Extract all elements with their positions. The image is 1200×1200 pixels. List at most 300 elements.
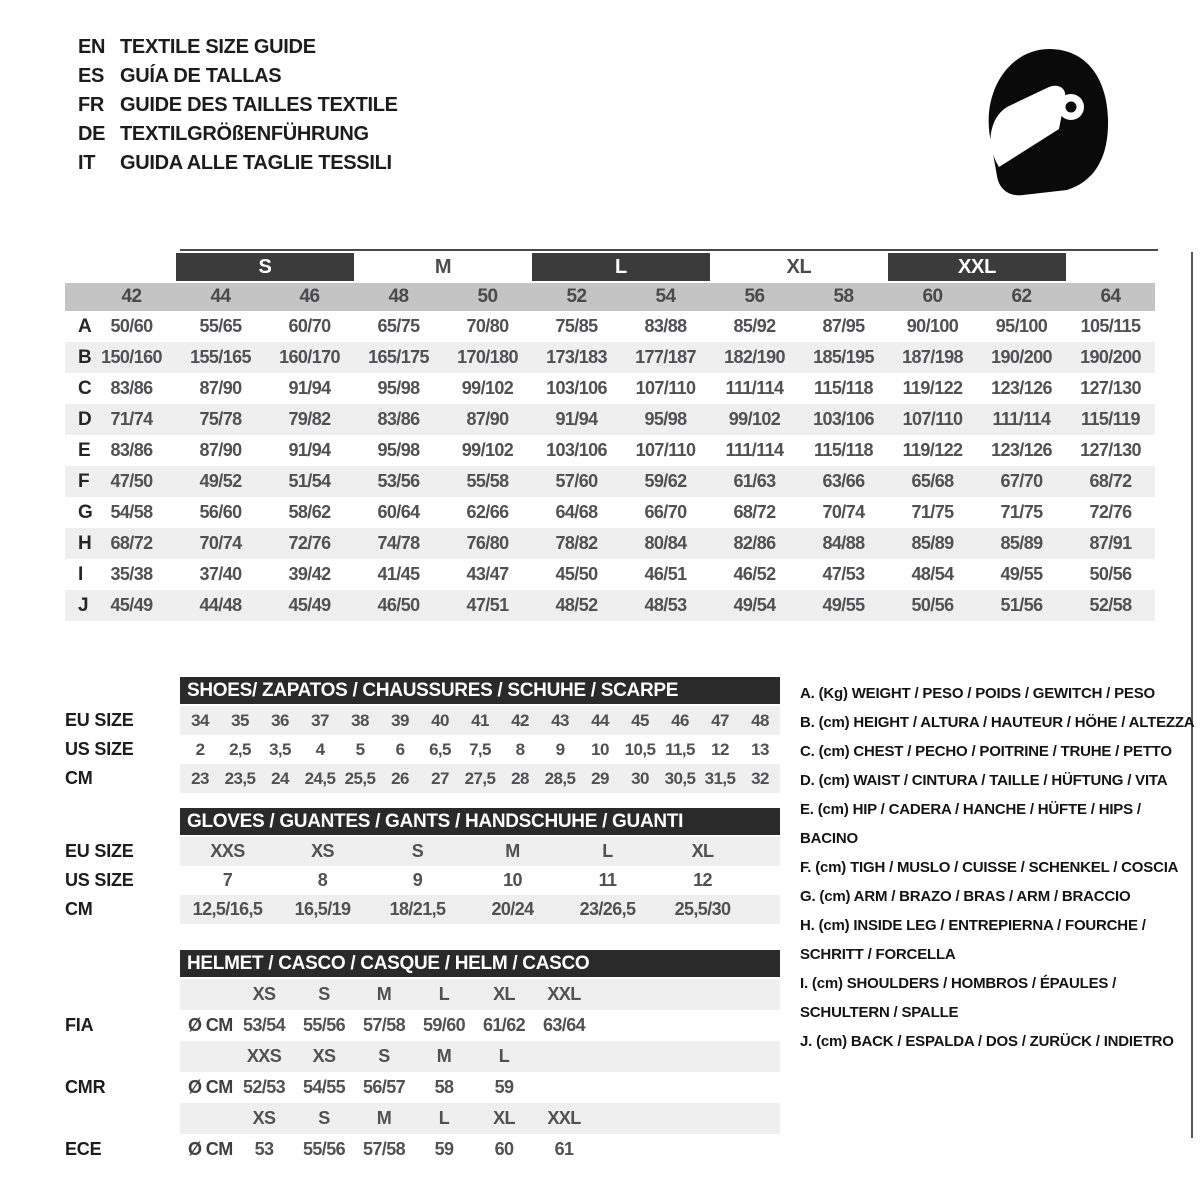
measurement-cell: 83/88 [644, 316, 687, 336]
measurement-row-label: E [78, 439, 91, 461]
language-item [78, 149, 398, 178]
measurement-cell: 47/51 [466, 595, 509, 615]
measurement-cell: 115/118 [814, 440, 873, 460]
measurement-cell: 99/102 [461, 378, 514, 398]
size-column-header: 60 [922, 286, 943, 307]
measurement-cell: 70/74 [199, 533, 242, 553]
helmet-size-cell: 54/55 [302, 1077, 346, 1097]
measurement-cell: 72/76 [1089, 502, 1132, 522]
language-item [78, 62, 398, 91]
measurement-cell: 127/130 [1080, 378, 1141, 398]
size-cell: 30 [631, 768, 649, 788]
measurement-row [65, 342, 1155, 373]
measurement-cell: 47/53 [822, 564, 865, 584]
legend-item: J. (cm) BACK / ESPALDA / DOS / ZURÜCK / INDIETRO [800, 1033, 1174, 1050]
measurement-cell: 123/126 [991, 440, 1052, 460]
measurement-row-label: H [78, 532, 92, 554]
measurement-cell: 103/106 [813, 409, 874, 429]
measurement-cell: 90/100 [906, 316, 959, 336]
measurement-cell: 160/170 [279, 347, 340, 367]
measurement-cell: 70/80 [466, 316, 509, 336]
language-code: FR [78, 94, 105, 116]
shoes_table-row [65, 735, 780, 764]
measurement-cell: 82/86 [733, 533, 776, 553]
measurement-cell: 49/54 [733, 595, 776, 615]
helmet-title: HELMET / CASCO / CASQUE / HELM / CASCO [180, 950, 780, 977]
size-group-xl: XL [786, 255, 812, 278]
measurement-row [65, 373, 1155, 404]
size-cell: 8 [515, 739, 525, 759]
measurement-cell: 67/70 [1000, 471, 1043, 491]
legend-item: D. (cm) WAIST / CINTURA / TAILLE / HÜFTUNG / VITA [800, 772, 1168, 789]
racing-helmet-icon [983, 45, 1111, 197]
size-column-header: 42 [121, 286, 142, 307]
measurement-cell: 111/114 [992, 409, 1051, 429]
helmet-size-cell: 57/58 [362, 1139, 406, 1159]
helmet-size-cell: 59 [494, 1077, 514, 1097]
measurement-cell: 48/53 [644, 595, 687, 615]
row-cells [180, 764, 780, 793]
size-cell: 23,5 [224, 768, 256, 788]
language-code: DE [78, 123, 106, 145]
size-cell: 10,5 [624, 739, 656, 759]
helmet-standard-row [65, 1134, 780, 1165]
measurement-row-label: F [78, 470, 90, 492]
measurement-cell: 115/119 [1081, 409, 1140, 429]
measurement-cell: 79/82 [288, 409, 331, 429]
measurement-cell: 60/70 [288, 316, 331, 336]
measurement-cell: 87/90 [199, 378, 242, 398]
frame-top-rule [180, 249, 1158, 251]
measurement-cell: 70/74 [822, 502, 865, 522]
language-code: IT [78, 152, 96, 174]
measurement-cell: 71/74 [110, 409, 153, 429]
shoes-rows [65, 706, 780, 793]
language-item [78, 33, 398, 62]
helmet-size-label: M [436, 1046, 452, 1066]
measurement-cell: 91/94 [555, 409, 598, 429]
title-bar-spacer [65, 950, 180, 977]
size-cell: 23/26,5 [579, 899, 636, 919]
shoes-section [65, 677, 780, 793]
size-cell: XXS [210, 841, 245, 861]
size-cell: L [602, 841, 613, 861]
measurement-cell: 63/66 [822, 471, 865, 491]
measurement-cell: 95/100 [995, 316, 1048, 336]
measurement-row [65, 404, 1155, 435]
measurement-cell: 68/72 [1089, 471, 1132, 491]
language-list [78, 33, 398, 178]
row-cells [180, 706, 780, 735]
size-cell: 45 [631, 710, 649, 730]
measurement-row-label: G [78, 501, 93, 523]
measurement-cell: 51/54 [288, 471, 331, 491]
helmet-size-label: XXS [246, 1046, 282, 1066]
row-label-spacer [65, 1103, 180, 1134]
measurement-cell: 123/126 [991, 378, 1052, 398]
gloves-title: GLOVES / GUANTES / GANTS / HANDSCHUHE / GUANTI [180, 808, 780, 835]
size-cell: 7,5 [469, 739, 491, 759]
size-cell: 47 [711, 710, 729, 730]
measurement-cell: 68/72 [110, 533, 153, 553]
measurement-cell: 45/50 [555, 564, 598, 584]
measurement-cell: 76/80 [466, 533, 509, 553]
row-label: US SIZE [65, 870, 134, 890]
legend-item: I. (cm) SHOULDERS / HOMBROS / ÉPAULES / SCHULTERN / SPALLE [800, 975, 1117, 1021]
measurement-row [65, 466, 1155, 497]
measurement-cell: 39/42 [288, 564, 331, 584]
measurement-row-label: J [78, 594, 89, 616]
size-cell: 25,5/30 [674, 899, 731, 919]
size-cell: 4 [315, 739, 325, 759]
helmet-size-label: XS [252, 1108, 276, 1128]
size-cell: 11,5 [665, 739, 695, 759]
measurement-cell: 65/75 [377, 316, 420, 336]
row-cells [180, 1103, 780, 1134]
size-cell: 41 [471, 710, 489, 730]
size-cell: 16,5/19 [294, 899, 351, 919]
size-cell: 35 [231, 710, 249, 730]
size-cell: 6,5 [429, 739, 451, 759]
size-column-header-row [65, 283, 1155, 311]
gloves-title-bar [65, 808, 780, 835]
helmet-size-label: XL [493, 984, 515, 1004]
unit-spacer [180, 1041, 234, 1072]
measurement-row-label: B [78, 346, 92, 368]
measurement-cell: 50/56 [1089, 564, 1132, 584]
row-cells [180, 866, 780, 895]
helmet-standard-row [65, 1010, 780, 1041]
helmet-size-label: S [378, 1046, 390, 1066]
legend-item: A. (Kg) WEIGHT / PESO / POIDS / GEWITCH / PESO [800, 685, 1155, 702]
main-size-table [65, 253, 1155, 621]
size-column-header: 58 [833, 286, 854, 307]
size-cell: 13 [751, 739, 769, 759]
row-cells [180, 1134, 780, 1165]
helmet-size-label: S [318, 1108, 330, 1128]
header-spacer [65, 283, 87, 311]
measurement-cell: 119/122 [902, 440, 963, 460]
measurement-cell: 75/85 [555, 316, 598, 336]
gloves_table-row [65, 895, 780, 924]
measurement-cell: 187/198 [902, 347, 963, 367]
measurement-cell: 57/60 [555, 471, 598, 491]
helmet-size-cell: 58 [434, 1077, 454, 1097]
measurement-cell: 91/94 [288, 378, 331, 398]
measurement-cell: 103/106 [546, 440, 607, 460]
language-item [78, 91, 398, 120]
measurement-cell: 74/78 [377, 533, 420, 553]
measurement-cell: 190/200 [1080, 347, 1141, 367]
size-cell: 10 [503, 870, 522, 890]
measurement-cell: 49/55 [1000, 564, 1043, 584]
measurement-row [65, 435, 1155, 466]
helmet-size-header-row [65, 979, 780, 1010]
diameter-unit-label: Ø CM [188, 1077, 233, 1097]
helmet-title-bar [65, 950, 780, 977]
measurement-cell: 119/122 [902, 378, 963, 398]
size-cell: 44 [591, 710, 609, 730]
measurement-cell: 95/98 [377, 378, 420, 398]
size-cell: 31,5 [704, 768, 736, 788]
size-cell: 7 [222, 870, 233, 890]
helmet-size-label: XXL [547, 984, 581, 1004]
size-cell: S [411, 841, 424, 861]
shoes-title-bar [65, 677, 780, 704]
measurement-cell: 95/98 [377, 440, 420, 460]
gloves-rows [65, 837, 780, 924]
measurement-cell: 45/49 [110, 595, 153, 615]
row-cells [180, 837, 780, 866]
size-group-spacer [65, 253, 176, 281]
measurement-cell: 173/183 [546, 347, 607, 367]
measurement-cell: 85/89 [911, 533, 954, 553]
measurement-row [65, 559, 1155, 590]
helmet-size-header-row [65, 1103, 780, 1134]
language-label: GUIDE DES TAILLES TEXTILE [120, 94, 398, 116]
visor-pivot-dot [1066, 102, 1077, 113]
measurement-cell: 177/187 [635, 347, 696, 367]
shoes_table-row [65, 706, 780, 735]
size-group-m: M [434, 255, 452, 278]
language-label: TEXTILGRÖßENFÜHRUNG [120, 123, 369, 145]
measurement-cell: 55/65 [199, 316, 242, 336]
measurement-cell: 84/88 [822, 533, 865, 553]
measurement-row-label: I [78, 563, 84, 585]
measurement-cell: 53/56 [377, 471, 420, 491]
language-item [78, 120, 398, 149]
legend-item: B. (cm) HEIGHT / ALTURA / HAUTEUR / HÖHE / ALTEZZA [800, 714, 1195, 731]
measurement-cell: 45/49 [288, 595, 331, 615]
measurement-cell: 87/90 [466, 409, 509, 429]
gloves_table-row [65, 837, 780, 866]
size-cell: 37 [311, 710, 329, 730]
helmet-size-label: L [498, 1046, 510, 1066]
size-cell: 42 [511, 710, 529, 730]
measurement-cell: 111/114 [725, 378, 784, 398]
helmet-size-cell: 60 [494, 1139, 514, 1159]
measurement-row-label: D [78, 408, 92, 430]
size-cell: 11 [598, 870, 617, 890]
size-group-xxl: XXL [888, 253, 1066, 281]
helmet-size-label: L [438, 1108, 450, 1128]
helmet-size-label: S [318, 984, 330, 1004]
measurement-cell: 83/86 [377, 409, 420, 429]
size-cell: 12 [711, 739, 729, 759]
size-cell: 40 [431, 710, 449, 730]
standard-label: CMR [65, 1077, 106, 1097]
row-label: US SIZE [65, 739, 134, 759]
measurement-row [65, 528, 1155, 559]
language-label: GUIDA ALLE TAGLIE TESSILI [120, 152, 392, 174]
measurement-row-label: C [78, 377, 92, 399]
size-column-header: 46 [299, 286, 320, 307]
size-cell: 20/24 [491, 899, 534, 919]
size-cell: 46 [671, 710, 689, 730]
legend-item: G. (cm) ARM / BRAZO / BRAS / ARM / BRACCIO [800, 888, 1131, 905]
language-code: EN [78, 36, 106, 58]
helmet-size-label: XL [493, 1108, 515, 1128]
measurement-cell: 51/56 [1000, 595, 1043, 615]
measurement-cell: 46/52 [733, 564, 776, 584]
measurement-cell: 46/50 [377, 595, 420, 615]
measurement-cell: 111/114 [725, 440, 784, 460]
measurement-cell: 127/130 [1080, 440, 1141, 460]
measurement-cell: 107/110 [635, 378, 696, 398]
language-code: ES [78, 65, 105, 87]
language-label: GUÍA DE TALLAS [120, 65, 282, 87]
size-column-header: 48 [388, 286, 409, 307]
row-cells [180, 895, 780, 924]
measurement-cell: 107/110 [635, 440, 696, 460]
measurement-row [65, 311, 1155, 342]
size-cell: 8 [317, 870, 328, 890]
measurement-cell: 155/165 [190, 347, 251, 367]
size-cell: 28,5 [544, 768, 576, 788]
size-column-header: 44 [210, 286, 231, 307]
helmet-size-cell: 56/57 [362, 1077, 406, 1097]
measurement-cell: 83/86 [110, 378, 153, 398]
measurement-row [65, 590, 1155, 621]
measurement-cell: 78/82 [555, 533, 598, 553]
size-cell: 12 [693, 870, 712, 890]
size-cell: 2 [195, 739, 205, 759]
helmet-size-label: L [438, 984, 450, 1004]
size-cell: 27,5 [464, 768, 496, 788]
unit-spacer [180, 1103, 234, 1134]
size-cell: 9 [555, 739, 565, 759]
title-bar-spacer [65, 677, 180, 704]
helmet-size-cell: 61 [554, 1139, 574, 1159]
measurement-cell: 62/66 [466, 502, 509, 522]
size-cell: 6 [395, 739, 405, 759]
legend-item: E. (cm) HIP / CADERA / HANCHE / HÜFTE / HIPS / BACINO [800, 801, 1141, 847]
size-cell: 24,5 [304, 768, 336, 788]
measurement-cell: 99/102 [461, 440, 514, 460]
legend-item: H. (cm) INSIDE LEG / ENTREPIERNA / FOURCHE / SCHRITT / FORCELLA [800, 917, 1146, 963]
helmet-size-cell: 53 [254, 1139, 274, 1159]
measurement-cell: 170/180 [457, 347, 518, 367]
measurement-cell: 46/51 [644, 564, 687, 584]
helmet-size-label: XS [312, 1046, 336, 1066]
measurement-cell: 37/40 [199, 564, 242, 584]
shoes-title: SHOES/ ZAPATOS / CHAUSSURES / SCHUHE / SCARPE [180, 677, 780, 704]
size-cell: 27 [431, 768, 449, 788]
measurement-cell: 85/92 [733, 316, 776, 336]
helmet-size-cell: 57/58 [362, 1015, 406, 1035]
helmet-size-label: XS [252, 984, 276, 1004]
size-cell: 29 [591, 768, 609, 788]
helmet-size-cell: 63/64 [542, 1015, 586, 1035]
size-group-s: S [176, 253, 354, 281]
measurement-cell: 50/56 [911, 595, 954, 615]
gloves_table-row [65, 866, 780, 895]
measurement-cell: 75/78 [199, 409, 242, 429]
measurement-cell: 60/64 [377, 502, 420, 522]
helmet-size-section [65, 950, 780, 1165]
measurement-row-label: A [78, 315, 92, 337]
row-cells [180, 1072, 780, 1103]
size-cell: 34 [191, 710, 209, 730]
title-bar-spacer [65, 808, 180, 835]
measurement-cell: 87/95 [822, 316, 865, 336]
size-cell: 39 [391, 710, 409, 730]
size-cell: 25,5 [344, 768, 376, 788]
measurement-cell: 190/200 [991, 347, 1052, 367]
helmet-size-cell: 59/60 [422, 1015, 466, 1035]
measurement-cell: 47/50 [110, 471, 153, 491]
size-cell: 23 [191, 768, 209, 788]
measurement-cell: 64/68 [555, 502, 598, 522]
size-cell: 3,5 [269, 739, 291, 759]
size-cell: 43 [551, 710, 569, 730]
measurement-cell: 103/106 [546, 378, 607, 398]
size-group-row [65, 253, 1155, 281]
helmet-size-cell: 52/53 [242, 1077, 286, 1097]
diameter-unit-label: Ø CM [188, 1015, 233, 1035]
size-column-header: 52 [566, 286, 587, 307]
measurement-cell: 43/47 [466, 564, 509, 584]
row-label: CM [65, 899, 93, 919]
measurement-cell: 41/45 [377, 564, 420, 584]
size-cell: 32 [751, 768, 769, 788]
helmet-size-cell: 55/56 [302, 1015, 346, 1035]
size-cell: 28 [511, 768, 529, 788]
measurement-cell: 87/91 [1089, 533, 1132, 553]
measurement-cell: 65/68 [911, 471, 954, 491]
measurement-cell: 72/76 [288, 533, 331, 553]
measurement-cell: 107/110 [902, 409, 963, 429]
measurement-cell: 71/75 [911, 502, 954, 522]
shoes_table-row [65, 764, 780, 793]
row-label: EU SIZE [65, 841, 134, 861]
measurement-cell: 58/62 [288, 502, 331, 522]
measurement-cell: 52/58 [1089, 595, 1132, 615]
helmet-size-label: M [376, 1108, 392, 1128]
helmet-size-cell [534, 1072, 594, 1103]
size-cell: 18/21,5 [389, 899, 446, 919]
measurement-cell: 49/52 [199, 471, 242, 491]
size-cell: XS [311, 841, 334, 861]
measurement-cell: 48/54 [911, 564, 954, 584]
helmet-size-label [534, 1041, 594, 1072]
size-column-header: 54 [655, 286, 676, 307]
measurement-cell: 59/62 [644, 471, 687, 491]
measurement-cell: 71/75 [1000, 502, 1043, 522]
row-cells [180, 735, 780, 764]
size-cell: 36 [271, 710, 289, 730]
size-column-header: 50 [477, 286, 498, 307]
measurement-cell: 56/60 [199, 502, 242, 522]
size-cell: 9 [412, 870, 423, 890]
gloves-section [65, 808, 780, 924]
measurement-cell: 61/63 [733, 471, 776, 491]
measurement-cell: 150/160 [101, 347, 162, 367]
size-column-header: 56 [744, 286, 765, 307]
unit-spacer [180, 979, 234, 1010]
row-cells [180, 1010, 780, 1041]
size-cell: M [505, 841, 520, 861]
helmet-size-cell: 59 [434, 1139, 454, 1159]
size-cell: 30,5 [664, 768, 696, 788]
row-label-spacer [65, 979, 180, 1010]
measurement-cell: 35/38 [110, 564, 153, 584]
measurement-cell: 182/190 [724, 347, 785, 367]
measurement-cell: 83/86 [110, 440, 153, 460]
helmet-rows [65, 979, 780, 1165]
measurement-cell: 48/52 [555, 595, 598, 615]
helmet-size-cell: 55/56 [302, 1139, 346, 1159]
